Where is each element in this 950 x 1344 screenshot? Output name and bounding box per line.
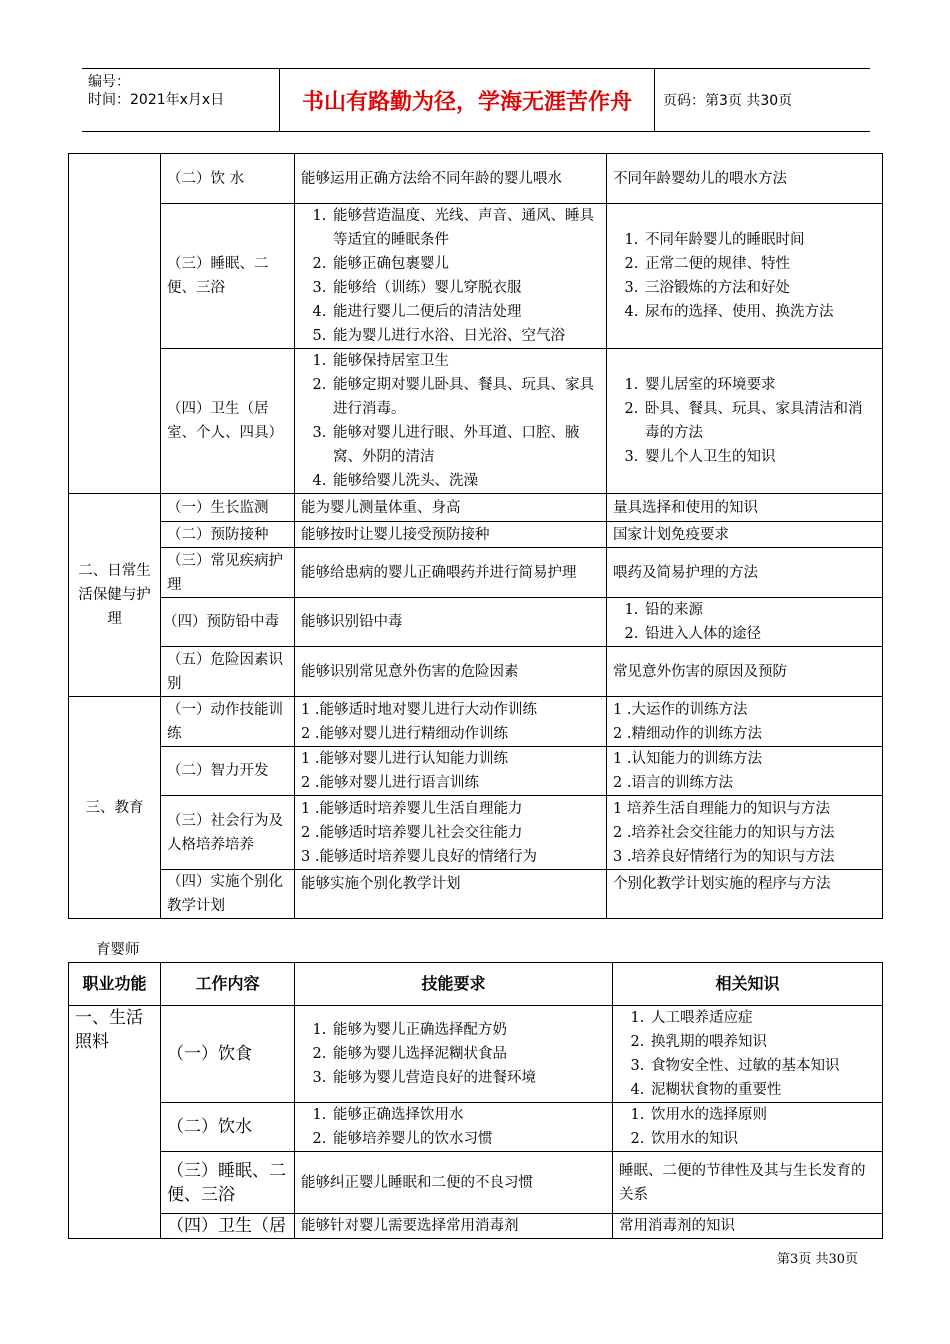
skill-cell: 能够识别铅中毒 [295, 598, 607, 647]
content-cell: （五）危险因素识别 [161, 647, 295, 697]
page-header [82, 68, 870, 132]
knowledge-cell: 1. 铅的来源 2. 铅进入人体的途径 [607, 598, 883, 647]
skill-cell: 1. 能够为婴儿正确选择配方奶 2. 能够为婴儿选择泥糊状食品 3. 能够为婴儿营造良好的进餐环境 [295, 1006, 613, 1103]
knowledge-cell: 量具选择和使用的知识 [607, 494, 883, 522]
content-cell: （四）实施个别化教学计划 [161, 870, 295, 919]
table-row [69, 1214, 883, 1239]
header-info [82, 69, 280, 131]
date-label: 时间：2021年x月x日 [88, 92, 225, 108]
skill-cell: 能够运用正确方法给不同年龄的婴儿喂水 [295, 154, 607, 204]
knowledge-cell: 1. 饮用水的选择原则 2. 饮用水的知识 [613, 1103, 883, 1152]
skill-cell: 能够给患病的婴儿正确喂药并进行简易护理 [295, 548, 607, 598]
table-row [69, 154, 883, 204]
table-caption: 育婴师 [96, 942, 140, 958]
knowledge-cell: 常见意外伤害的原因及预防 [607, 647, 883, 697]
content-cell: （四）卫生（居室、个人、四具） [161, 349, 295, 494]
skill-cell: 能够识别常见意外伤害的危险因素 [295, 647, 607, 697]
header-content: 工作内容 [161, 963, 295, 1006]
knowledge-cell: 1. 婴儿居室的环境要求 2. 卧具、餐具、玩具、家具清洁和消毒的方法 3. 婴儿个人卫生的知识 [607, 349, 883, 494]
content-cell: （一）饮食 [161, 1006, 295, 1103]
skill-cell: 1. 能够营造温度、光线、声音、通风、睡具等适宜的睡眠条件 2. 能够正确包裹婴儿 3. 能够给（训练）婴儿穿脱衣服 4. 能进行婴儿二便后的清洁处理 5. 能为婴儿进行水浴、日光浴、空气浴 [295, 204, 607, 349]
content-cell: （四）卫生（居 [161, 1214, 295, 1239]
content-cell: （二）智力开发 [161, 747, 295, 796]
knowledge-cell: 个别化教学计划实施的程序与方法 [607, 870, 883, 919]
skill-cell: 1. 能够保持居室卫生 2. 能够定期对婴儿卧具、餐具、玩具、家具进行消毒。 3. 能够对婴儿进行眼、外耳道、口腔、腋窝、外阴的清洁 4. 能够给婴儿洗头、洗澡 [295, 349, 607, 494]
function-cell: 二、日常生活保健与护理 [69, 494, 161, 697]
skill-cell: 1 .能够适时地对婴儿进行大动作训练 2 .能够对婴儿进行精细动作训练 [295, 697, 607, 747]
knowledge-cell: 国家计划免疫要求 [607, 522, 883, 548]
knowledge-cell: 喂药及简易护理的方法 [607, 548, 883, 598]
header-knowledge: 相关知识 [613, 963, 883, 1006]
function-cell: 三、教育 [69, 697, 161, 919]
table-row [69, 204, 883, 349]
table-row [69, 747, 883, 796]
skill-cell: 1. 能够正确选择饮用水 2. 能够培养婴儿的饮水习惯 [295, 1103, 613, 1152]
table-row [69, 870, 883, 919]
skill-cell: 1 .能够适时培养婴儿生活自理能力 2 .能够适时培养婴儿社会交往能力 3 .能够适时培养婴儿良好的情绪行为 [295, 796, 607, 870]
table-row [69, 796, 883, 870]
content-cell: （二）饮水 [161, 1103, 295, 1152]
skill-cell: 能够实施个别化教学计划 [295, 870, 607, 919]
table-header-row [69, 963, 883, 1006]
content-cell: （一）生长监测 [161, 494, 295, 522]
table-row [69, 647, 883, 697]
table-row [69, 522, 883, 548]
content-cell: （二）饮 水 [161, 154, 295, 204]
function-cell: 一、生活照料 [69, 1006, 161, 1239]
knowledge-cell: 睡眠、二便的节律性及其与生长发育的关系 [613, 1152, 883, 1214]
knowledge-cell: 1 .大运作的训练方法 2 .精细动作的训练方法 [607, 697, 883, 747]
function-cell [69, 154, 161, 494]
skill-cell: 能够针对婴儿需要选择常用消毒剂 [295, 1214, 613, 1239]
table-row [69, 494, 883, 522]
knowledge-cell: 1 .认知能力的训练方法 2 .语言的训练方法 [607, 747, 883, 796]
header-function: 职业功能 [69, 963, 161, 1006]
header-skill: 技能要求 [295, 963, 613, 1006]
page-footer: 第3页 共30页 [777, 1252, 858, 1267]
table-row [69, 548, 883, 598]
table-row [69, 1006, 883, 1103]
content-cell: （一）动作技能训练 [161, 697, 295, 747]
knowledge-cell: 常用消毒剂的知识 [613, 1214, 883, 1239]
table-row [69, 598, 883, 647]
motto: 书山有路勤为径，学海无涯苦作舟 [280, 69, 655, 131]
table-row [69, 1152, 883, 1214]
knowledge-cell: 1 培养生活自理能力的知识与方法 2 .培养社会交往能力的知识与方法 3 .培养良好情绪行为的知识与方法 [607, 796, 883, 870]
table-row [69, 697, 883, 747]
skill-cell: 能够纠正婴儿睡眠和二便的不良习惯 [295, 1152, 613, 1214]
skill-cell: 能为婴儿测量体重、身高 [295, 494, 607, 522]
content-cell: （三）常见疾病护理 [161, 548, 295, 598]
content-cell: （四）预防铅中毒 [161, 598, 295, 647]
number-label: 编号： [88, 74, 130, 90]
knowledge-cell: 1. 不同年龄婴儿的睡眠时间 2. 正常二便的规律、特性 3. 三浴锻炼的方法和好处 4. 尿布的选择、使用、换洗方法 [607, 204, 883, 349]
skill-cell: 能够按时让婴儿接受预防接种 [295, 522, 607, 548]
page-label: 页码：第3页 共30页 [663, 93, 793, 109]
content-cell: （二）预防接种 [161, 522, 295, 548]
knowledge-cell: 不同年龄婴幼儿的喂水方法 [607, 154, 883, 204]
table-row [69, 349, 883, 494]
content-cell: （三）睡眠、二便、三浴 [161, 204, 295, 349]
skill-cell: 1 .能够对婴儿进行认知能力训练 2 .能够对婴儿进行语言训练 [295, 747, 607, 796]
content-cell: （三）睡眠、二便、三浴 [161, 1152, 295, 1214]
skills-table-continued [68, 153, 883, 919]
content-cell: （三）社会行为及人格培养培养 [161, 796, 295, 870]
knowledge-cell: 1. 人工喂养适应症 2. 换乳期的喂养知识 3. 食物安全性、过敏的基本知识 4. 泥糊状食物的重要性 [613, 1006, 883, 1103]
skills-table [68, 962, 883, 1239]
table-row [69, 1103, 883, 1152]
